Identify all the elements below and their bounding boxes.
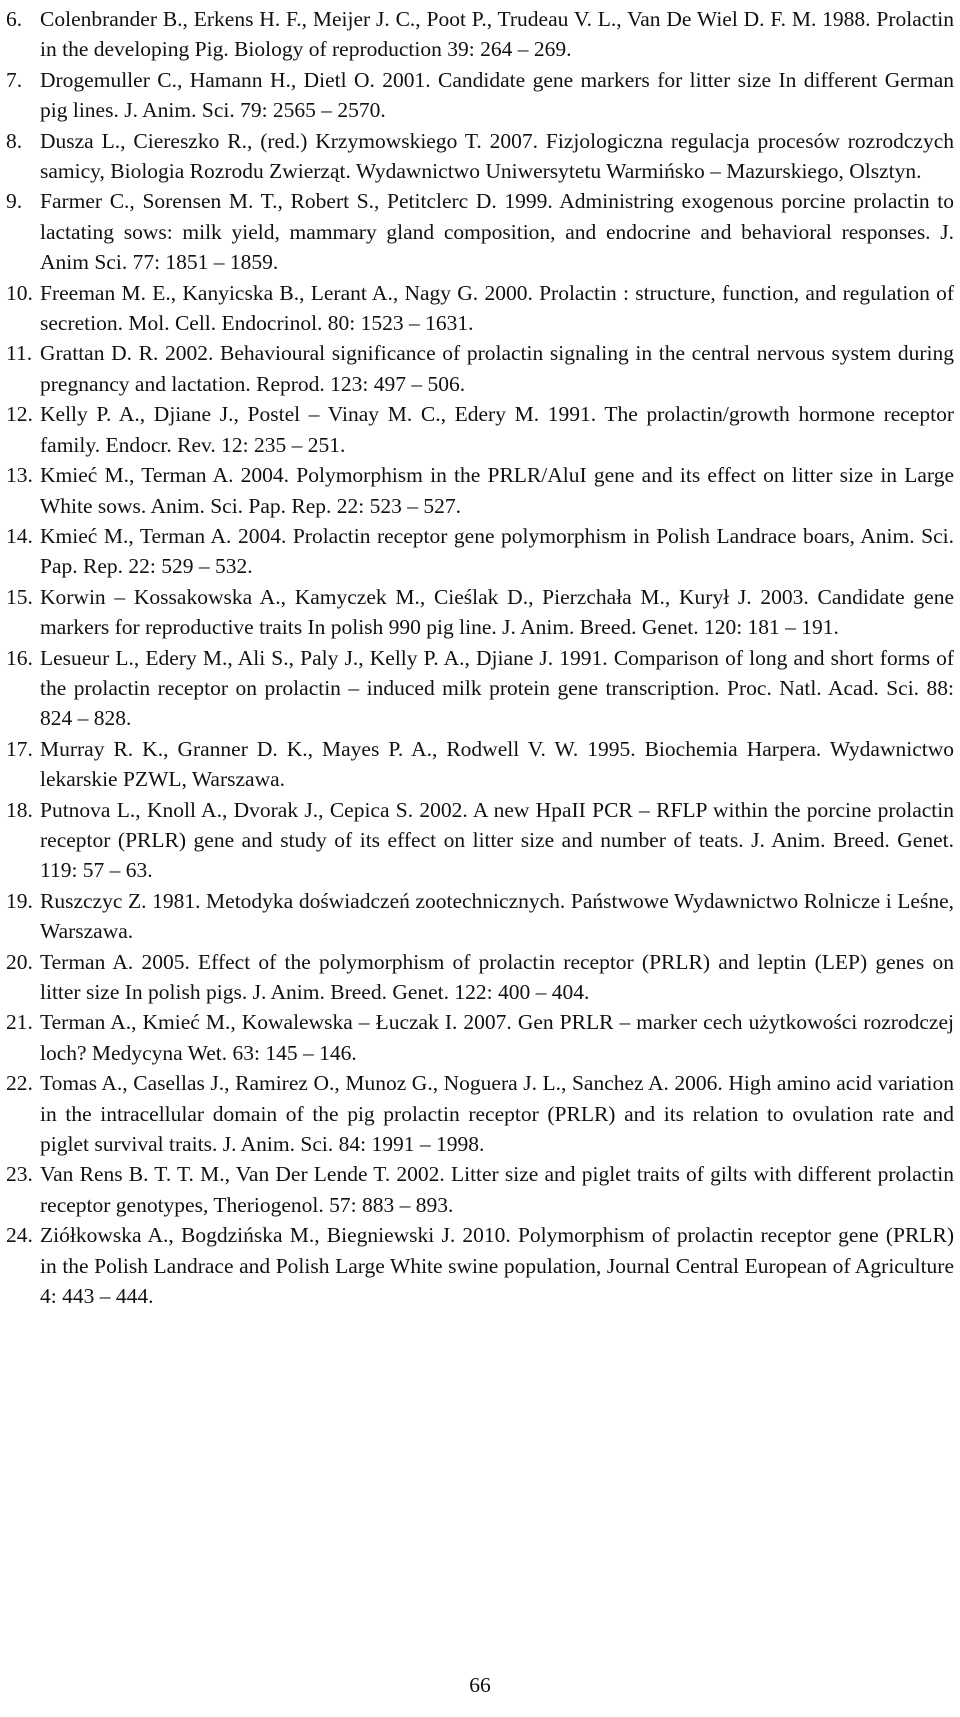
reference-item: [6, 186, 954, 277]
reference-number: 20.: [6, 949, 33, 974]
page-number: 66: [469, 1673, 491, 1697]
reference-text: Terman A., Kmieć M., Kowalewska – Łuczak I. 2007. Gen PRLR – marker cech użytkowości rozrodczej loch? Medycyna Wet. 63: 145 – 146.: [40, 1010, 954, 1065]
reference-number: 6.: [6, 7, 23, 31]
reference-text: Tomas A., Casellas J., Ramirez O., Munoz G., Noguera J. L., Sanchez A. 2006. High amino acid variation in the intracellular domain of the pig prolactin receptor (PRLR) and its relation to ovulation rate and piglet survival traits. J. Anim. Sci. 84: 1991 – 1998.: [40, 1071, 954, 1157]
reference-text: Ruszczyc Z. 1981. Metodyka doświadczeń zootechnicznych. Państwowe Wydawnictwo Rolnicze i Leśne, Warszawa.: [40, 888, 954, 944]
reference-number: 15.: [6, 584, 33, 609]
reference-text: Dusza L., Ciereszko R., (red.) Krzymowskiego T. 2007. Fizjologiczna regulacja procesów rozrodczych samicy, Biologia Rozrodu Zwierząt. Wydawnictwo Uniwersytetu Warmińsko – Mazurskiego, Olsztyn.: [40, 128, 954, 184]
reference-item: [6, 1220, 954, 1311]
reference-text: Korwin – Kossakowska A., Kamyczek M., Cieślak D., Pierzchała M., Kurył J. 2003. Candidate gene markers for reproductive traits In polish 990 pig line. J. Anim. Breed. Genet. 120: 181 – 191.: [40, 584, 954, 640]
reference-item: [6, 521, 954, 582]
reference-item: [6, 399, 954, 460]
reference-item: [6, 582, 954, 643]
reference-item: [6, 947, 954, 1008]
reference-number: 18.: [6, 797, 33, 822]
reference-number: 19.: [6, 888, 33, 913]
reference-text: Freeman M. E., Kanyicska B., Lerant A., Nagy G. 2000. Prolactin : structure, function, and regulation of secretion. Mol. Cell. Endocrinol. 80: 1523 – 1631.: [40, 280, 954, 336]
reference-number: 11.: [6, 341, 33, 366]
reference-number: 17.: [6, 736, 33, 761]
reference-text: Lesueur L., Edery M., Ali S., Paly J., Kelly P. A., Djiane J. 1991. Comparison of long and short forms of the prolactin receptor on prolactin – induced milk protein gene transcription. Proc. Natl. Acad. Sci. 88: 824 – 828.: [40, 645, 954, 731]
reference-number: 10.: [6, 280, 33, 305]
reference-item: [6, 1068, 954, 1159]
reference-number: 23.: [6, 1162, 33, 1187]
reference-item: [6, 795, 954, 886]
reference-number: 14.: [6, 523, 33, 548]
reference-item: [6, 734, 954, 795]
reference-item: [6, 886, 954, 947]
reference-number: 9.: [6, 189, 23, 214]
reference-number: 7.: [6, 67, 23, 92]
reference-text: Farmer C., Sorensen M. T., Robert S., Petitclerc D. 1999. Administring exogenous porcine prolactin to lactating sows: milk yield, mammary gland composition, and endocrine and behavioral responses. J. Anim Sci. 77: 1851 – 1859.: [40, 189, 954, 275]
reference-number: 16.: [6, 645, 33, 670]
reference-item: [6, 126, 954, 187]
reference-number: 21.: [6, 1010, 33, 1035]
reference-text: Kmieć M., Terman A. 2004. Prolactin receptor gene polymorphism in Polish Landrace boars, Anim. Sci. Pap. Rep. 22: 529 – 532.: [40, 523, 954, 579]
reference-text: Murray R. K., Granner D. K., Mayes P. A., Rodwell V. W. 1995. Biochemia Harpera. Wydawnictwo lekarskie PZWL, Warszawa.: [40, 736, 954, 792]
reference-item: [6, 643, 954, 734]
reference-number: 12.: [6, 402, 33, 427]
reference-text: Ziółkowska A., Bogdzińska M., Biegniewski J. 2010. Polymorphism of prolactin receptor gene (PRLR) in the Polish Landrace and Polish Large White swine population, Journal Central European of Agriculture 4: 443 – 444.: [40, 1223, 954, 1309]
reference-item: [6, 460, 954, 521]
reference-number: 22.: [6, 1071, 33, 1096]
reference-item: [6, 338, 954, 399]
reference-item: [6, 1159, 954, 1220]
reference-number: 24.: [6, 1223, 33, 1248]
reference-text: Grattan D. R. 2002. Behavioural significance of prolactin signaling in the central nervous system during pregnancy and lactation. Reprod. 123: 497 – 506.: [40, 341, 954, 396]
reference-item: [6, 1007, 954, 1068]
reference-text: Putnova L., Knoll A., Dvorak J., Cepica S. 2002. A new HpaII PCR – RFLP within the porcine prolactin receptor (PRLR) gene and study of its effect on litter size and number of teats. J. Anim. Breed. Genet. 119: 57 – 63.: [40, 797, 954, 883]
reference-text: Terman A. 2005. Effect of the polymorphism of prolactin receptor (PRLR) and leptin (LEP) genes on litter size In polish pigs. J. Anim. Breed. Genet. 122: 400 – 404.: [40, 949, 954, 1004]
reference-list: [6, 4, 954, 1311]
reference-number: 8.: [6, 128, 23, 153]
reference-text: Van Rens B. T. T. M., Van Der Lende T. 2002. Litter size and piglet traits of gilts with different prolactin receptor genotypes, Theriogenol. 57: 883 – 893.: [40, 1162, 954, 1217]
reference-text: Kmieć M., Terman A. 2004. Polymorphism in the PRLR/AluI gene and its effect on litter size in Large White sows. Anim. Sci. Pap. Rep. 22: 523 – 527.: [40, 463, 954, 518]
reference-item: [6, 4, 954, 65]
reference-number: 13.: [6, 463, 33, 488]
reference-item: [6, 65, 954, 126]
reference-text: Kelly P. A., Djiane J., Postel – Vinay M. C., Edery M. 1991. The prolactin/growth hormone receptor family. Endocr. Rev. 12: 235 – 251.: [40, 402, 954, 457]
reference-item: [6, 278, 954, 339]
reference-text: Drogemuller C., Hamann H., Dietl O. 2001. Candidate gene markers for litter size In different German pig lines. J. Anim. Sci. 79: 2565 – 2570.: [40, 67, 954, 123]
reference-text: Colenbrander B., Erkens H. F., Meijer J. C., Poot P., Trudeau V. L., Van De Wiel D. F. M. 1988. Prolactin in the developing Pig. Biology of reproduction 39: 264 – 269.: [40, 7, 954, 62]
